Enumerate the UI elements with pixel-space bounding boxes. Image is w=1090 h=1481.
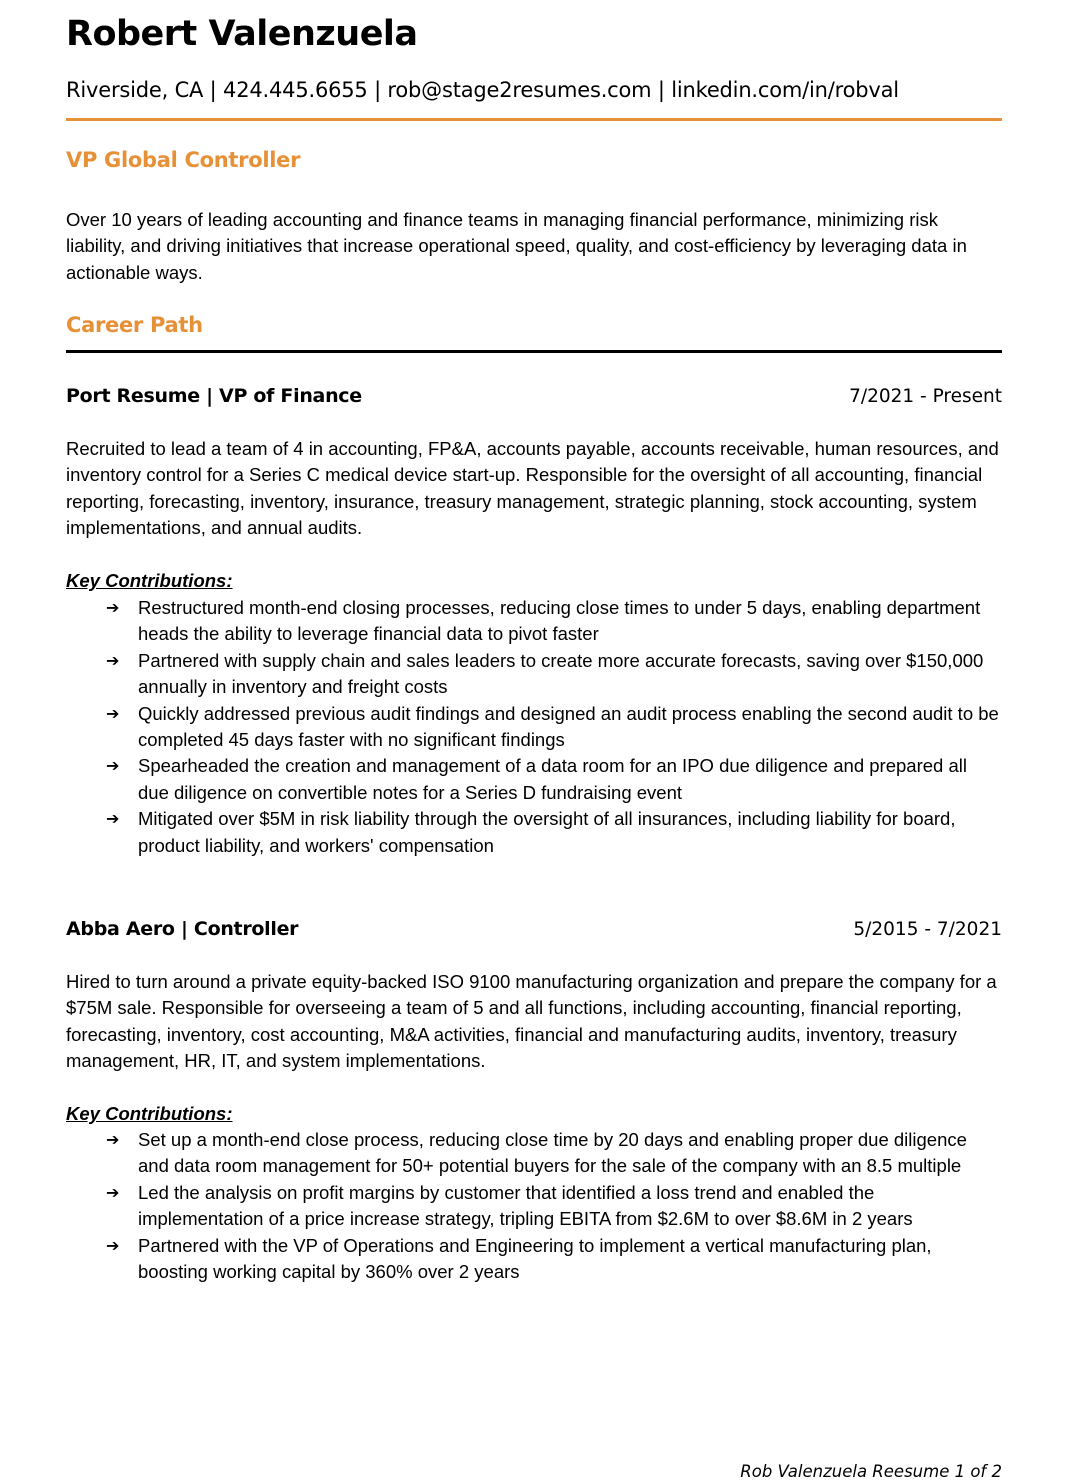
list-item-text: Partnered with the VP of Operations and Engineering to implement a vertical manufacturing plan, boosting working capital by 360% over 2 years <box>138 1234 932 1283</box>
career-path-title: Career Path <box>66 313 203 337</box>
list-item <box>66 648 1002 701</box>
list-item <box>66 753 1002 806</box>
page-footer: Rob Valenzuela Reesume 1 of 2 <box>740 1462 1002 1481</box>
list-item <box>66 1180 1002 1233</box>
list-item-text: Led the analysis on profit margins by customer that identified a loss trend and enabled the implementation of a price increase strategy, tripling EBITA from $2.6M to over $8.6M in 2 years <box>138 1181 913 1230</box>
list-item <box>66 1233 1002 1286</box>
key-contributions-label: Key Contributions: <box>66 1103 233 1124</box>
list-item-text: Partnered with supply chain and sales leaders to create more accurate forecasts, saving over $150,000 annually in inventory and freight costs <box>138 649 984 698</box>
header-divider <box>66 118 1002 121</box>
arrow-bullet-icon: ➔ <box>106 1235 120 1255</box>
list-item <box>66 1127 1002 1180</box>
list-item <box>66 595 1002 648</box>
job-description-port-resume: Recruited to lead a team of 4 in accounting, FP&A, accounts payable, accounts receivable, human resources, and inventory control for a Series C medical device start-up. Responsible for the oversight of all accounting, financial reporting, forecasting, inventory, insurance, treasury management, strategic planning, stock accounting, system implementations, and annual audits. <box>66 438 999 539</box>
arrow-bullet-icon: ➔ <box>106 1130 120 1149</box>
job-description-abba-aero: Hired to turn around a private equity-backed ISO 9100 manufacturing organization and prepare the company for a $75M sale. Responsible for overseeing a team of 5 and all functions, including accounting, financial reporting, forecasting, inventory, cost accounting, M&A activities, financial and manufacturing audits, inventory, treasury management, HR, IT, and system implementations. <box>66 971 997 1072</box>
career-divider <box>66 350 1002 353</box>
summary-paragraph: Over 10 years of leading accounting and finance teams in managing financial performance, minimizing risk liability, and driving initiatives that increase operational speed, quality, and cost-efficiency by leveraging data in actionable ways. <box>66 209 967 283</box>
arrow-bullet-icon: ➔ <box>106 756 120 776</box>
list-item-text: Restructured month-end closing processes, reducing close times to under 5 days, enabling department heads the ability to leverage financial data to pivot faster <box>138 597 981 645</box>
arrow-bullet-icon: ➔ <box>106 650 120 670</box>
arrow-bullet-icon: ➔ <box>106 809 120 829</box>
arrow-bullet-icon: ➔ <box>106 703 120 723</box>
list-item-text: Spearheaded the creation and management of a data room for an IPO due diligence and prepared all due diligence on convertible notes for a Series D fundraising event <box>138 755 967 803</box>
list-item-text: Set up a month-end close process, reducing close time by 20 days and enabling proper due diligence and data room management for 50+ potential buyers for the sale of the company with an 8.5 multiple <box>138 1129 967 1177</box>
contributions-list-port-resume <box>66 595 1002 859</box>
key-contributions-label: Key Contributions: <box>66 570 233 591</box>
list-item-text: Mitigated over $5M in risk liability through the oversight of all insurances, including liability for board, product liability, and workers' compensation <box>138 808 956 856</box>
job-title-abba-aero: Abba Aero | Controller <box>66 918 299 940</box>
list-item <box>66 806 1002 859</box>
job-dates-port-resume: 7/2021 - Present <box>849 386 1002 407</box>
contributions-list-abba-aero <box>66 1127 1002 1285</box>
job-title-port-resume: Port Resume | VP of Finance <box>66 385 362 407</box>
job-dates-abba-aero: 5/2015 - 7/2021 <box>853 919 1002 940</box>
arrow-bullet-icon: ➔ <box>106 1182 120 1202</box>
contact-line: Riverside, CA | 424.445.6655 | rob@stage2resumes.com | linkedin.com/in/robval <box>66 78 899 102</box>
list-item-text: Quickly addressed previous audit findings and designed an audit process enabling the second audit to be completed 45 days faster with no significant findings <box>138 702 999 751</box>
candidate-name: Robert Valenzuela <box>66 14 418 54</box>
list-item <box>66 701 1002 754</box>
arrow-bullet-icon: ➔ <box>106 598 120 617</box>
headline-title: VP Global Controller <box>66 148 301 172</box>
